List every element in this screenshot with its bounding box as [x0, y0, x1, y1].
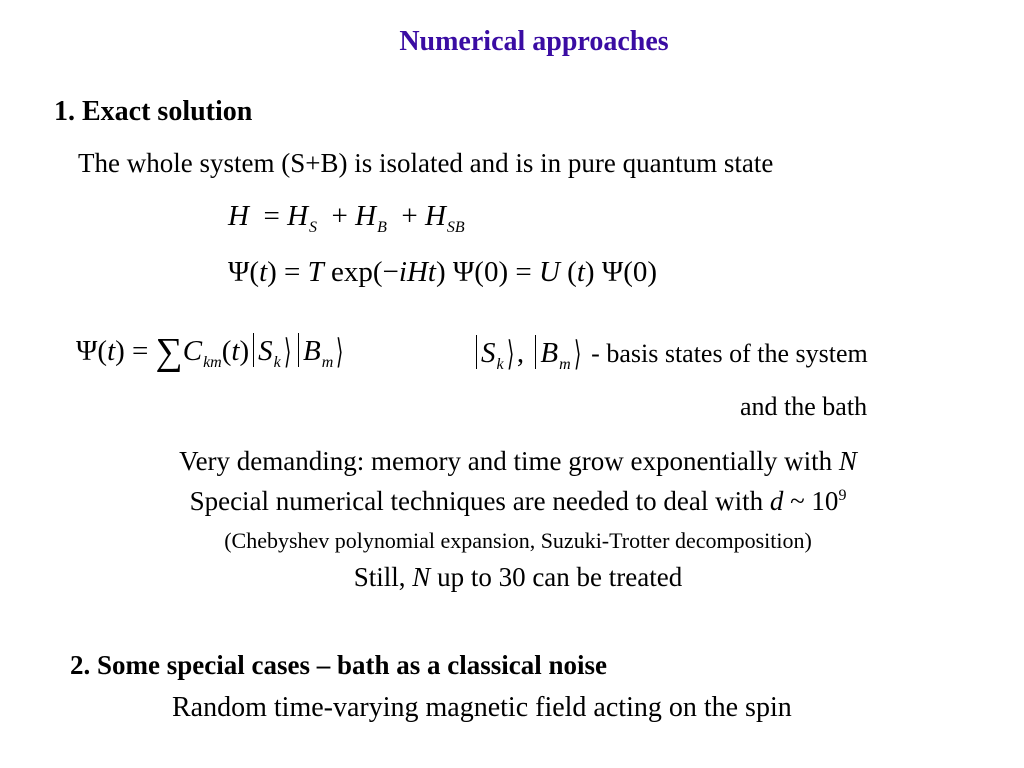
- basis-states-label-continued: and the bath: [740, 392, 868, 421]
- basis-states-label: - basis states of the system: [591, 339, 868, 368]
- basis-states-notation: $S_k⟩$ , $B_m⟩$ - basis states of the system: [472, 334, 868, 374]
- techniques-examples-line: (Chebyshev polynomial expansion, Suzuki-Trotter decomposition): [224, 528, 812, 553]
- still-n-line: Still, N up to 30 can be treated: [353, 562, 683, 592]
- section-2-heading: 2. Some special cases – bath as a classical noise: [70, 650, 607, 680]
- slide-title: Numerical approaches: [399, 26, 669, 57]
- special-techniques-line: Special numerical techniques are needed to deal with d ~ $10^9$: [189, 486, 847, 516]
- section-2-text: Random time-varying magnetic field acting on the spin: [172, 692, 792, 723]
- section-1-intro: The whole system (S+B) is isolated and is in pure quantum state: [78, 148, 774, 178]
- section-1-heading: 1. Exact solution: [54, 96, 253, 127]
- time-evolution-equation: Ψ(t) = T exp(−iHt) Ψ(0) = U (t) Ψ(0): [228, 256, 658, 288]
- hamiltonian-equation: $H = H_S + H_B + H_{SB}$: [228, 200, 465, 236]
- wavefunction-expansion-equation: $\Psi(t) = \sum C_{km}(t)$ $S_k⟩$ $B_m⟩$: [76, 331, 344, 373]
- demanding-line: Very demanding: memory and time grow exponentially with N: [179, 446, 857, 476]
